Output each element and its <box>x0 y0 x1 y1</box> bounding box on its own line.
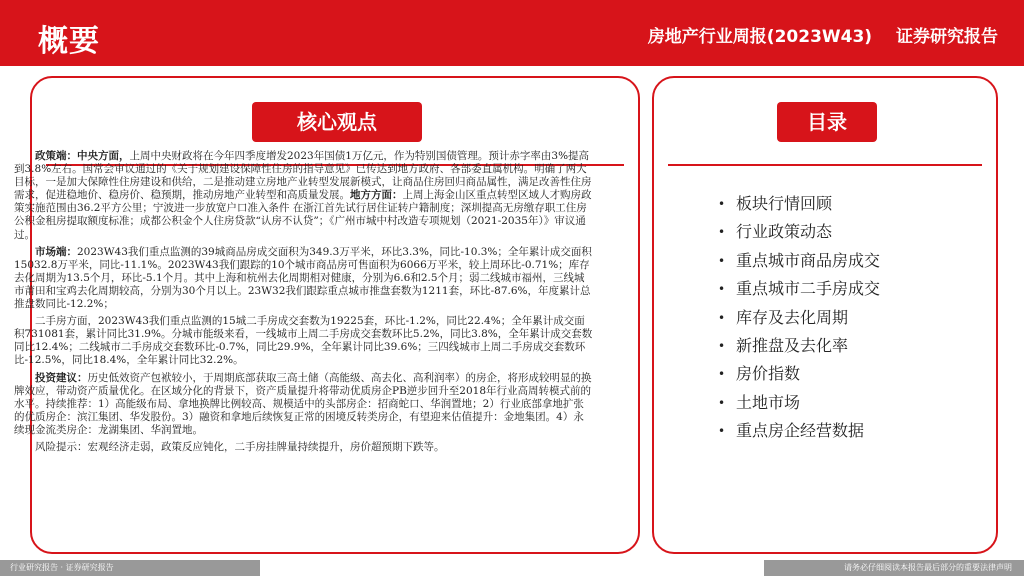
investment-lead: 投资建议： <box>35 371 88 384</box>
toc-item[interactable]: • 重点城市二手房成交 <box>718 275 978 303</box>
toc-item[interactable]: • 板块行情回顾 <box>718 190 978 218</box>
bullet-icon: • <box>718 310 726 325</box>
toc-heading: 目录 <box>777 102 877 142</box>
bullet-icon: • <box>718 424 726 439</box>
core-views-heading: 核心观点 <box>252 102 422 142</box>
toc-item[interactable]: • 行业政策动态 <box>718 218 978 246</box>
toc-item[interactable]: • 房价指数 <box>718 360 978 388</box>
core-views-body <box>14 150 594 458</box>
section-title: 概要 <box>38 24 100 59</box>
header-bar <box>0 0 1024 66</box>
toc-item[interactable]: • 库存及去化周期 <box>718 304 978 332</box>
footer-left: 行业研究报告 · 证券研究报告 <box>0 560 260 576</box>
divider <box>668 164 982 166</box>
bullet-icon: • <box>718 253 726 268</box>
footer-disclaimer: 请务必仔细阅读本报告最后部分的重要法律声明 <box>764 560 1024 576</box>
bullet-icon: • <box>718 395 726 410</box>
report-title: 房地产行业周报(2023W43) <box>647 27 873 47</box>
paragraph-market <box>14 246 594 311</box>
toc-list <box>718 190 978 446</box>
paragraph-secondhand <box>14 315 594 367</box>
local-policy-lead: 地方方面： <box>350 189 403 202</box>
policy-text: 上周中央财政将在今年四季度增发2023年国债1万亿元，作为特别国债管理。预计赤字率由3%提高到3.8%左右。国常会审议通过的《关于规划建设保障性住房的指导意见》已传达到地方政府、各部委直属机构。明确了两大目标，一是加大保障性住房建设和供给，二是推动建立房地产业转型发展新模式，让商品住房回归商品属性，满足改善性住房需求，促进稳地价、稳房价、稳预期，推动房地产业转型和高质量发展。 <box>14 150 592 202</box>
toc-item[interactable]: • 重点城市商品房成交 <box>718 247 978 275</box>
report-header <box>630 22 998 47</box>
local-policy-text: 上周上海金山区重点转型区域人才购房政策实施范围由36.2平方公里；宁波进一步放宽户口准入条件 在浙江首先试行居住证转户籍制度；深圳提高无房缴存职工住房公积金租房提取额度标准；成都公积金个人住房贷款“认房不认贷”；《广州市城中村改造专项规划（2021-2035年）》审议通过。 <box>14 189 592 241</box>
bullet-icon: • <box>718 339 726 354</box>
toc-item[interactable]: • 重点房企经营数据 <box>718 417 978 445</box>
toc-item[interactable]: • 新推盘及去化率 <box>718 332 978 360</box>
market-text: 2023W43我们重点监测的39城商品房成交面积为349.3万平米，环比3.3%，同比-10.3%；全年累计成交面积15032.8万平米，同比-11.1%。2023W43我们跟踪的10个城市商品房可售面积为6066万平米，较上周环比-0.71%；库存去化周期为13.5个月，环比-5.1个月。其中上海和杭州去化周期相对健康，分别为6.6和2.5个月；弱二线城市福州，三线城市莆田和宝鸡去化周期较高，分别为30个月以上。23W32我们跟踪重点城市推盘套数为1211套，环比-87.6%，年度累计总推盘数同比-12.2%； <box>14 245 592 311</box>
toc-item[interactable]: • 土地市场 <box>718 389 978 417</box>
bullet-icon: • <box>718 197 726 211</box>
bullet-icon: • <box>718 282 726 297</box>
bullet-icon: • <box>718 225 726 240</box>
paragraph-risk <box>14 441 594 454</box>
paragraph-investment <box>14 372 594 437</box>
secondhand-text: 二手房方面，2023W43我们重点监测的15城二手房成交套数为19225套，环比-1.2%，同比22.4%；全年累计成交面积731081套，累计同比31.9%。分城市能级来看，一线城市上周二手房成交套数环比5.2%，同比3.8%，全年累计成交套数同比12.4%；二线城市二手房成交套数环比-0.7%，同比29.9%，全年累计同比39.6%；三四线城市上周二手房成交套数环比-12.5%，同比18.4%，全年累计同比32.2%。 <box>14 315 593 367</box>
paragraph-policy <box>14 150 594 242</box>
market-lead: 市场端： <box>35 245 77 258</box>
report-type: 证券研究报告 <box>896 27 998 47</box>
investment-text: 历史低效资产包袱较小，于周期底部获取三高土储（高能级、高去化、高利润率）的房企，将形成较明显的换牌效应，带动资产质量优化。在区域分化的背景下，资产质量提升将带动优质房企PB逆步回升至2018年行业高周转模式前的水平。持续推荐：1）高能级布局、拿地换牌比例较高、规模适中的头部房企：招商蛇口、华润置地；2）行业底部拿地扩张的优质房企：滨江集团、华发股份。3）融资和拿地后续恢复正常的困境反转类房企，有望迎来估值提升：金地集团。4）永续现金流类房企：龙湖集团、华润置地。 <box>14 371 592 436</box>
policy-lead: 政策端：中央方面， <box>35 150 130 162</box>
risk-text: 风险提示：宏观经济走弱，政策反应钝化，二手房挂牌量持续提升，房价超预期下跌等。 <box>35 440 445 453</box>
bullet-icon: • <box>718 367 726 382</box>
